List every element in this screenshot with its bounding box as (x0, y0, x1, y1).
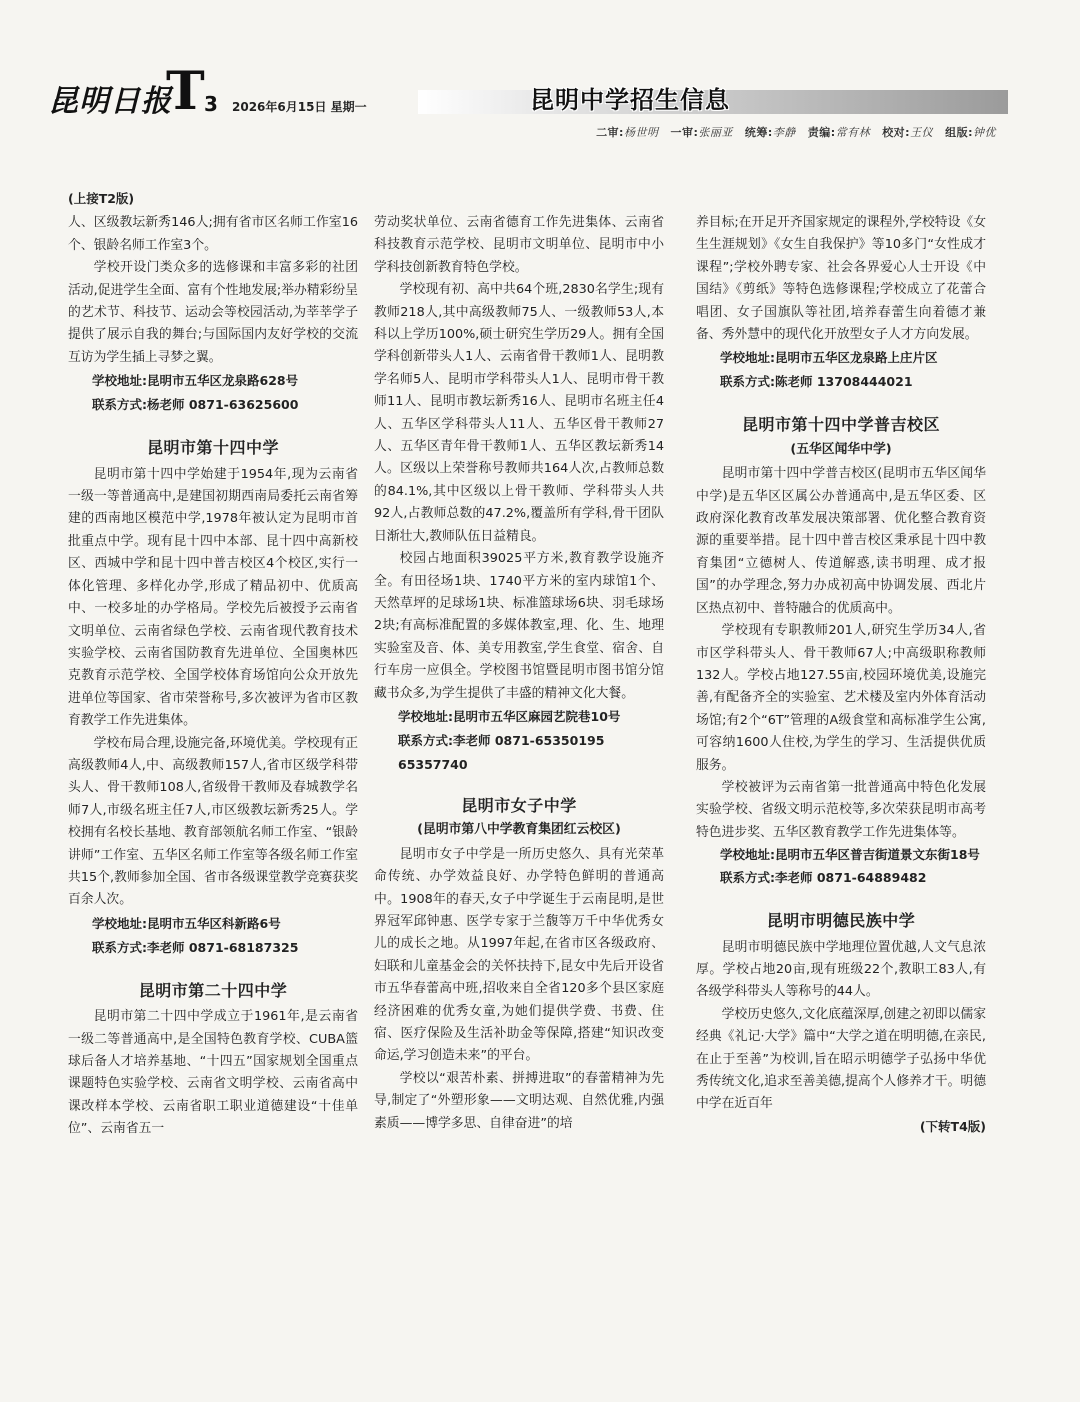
school-contact: 联系方式:李老师 0871-65350195 (398, 732, 605, 748)
page-number: 3 (204, 92, 218, 116)
school-contact-phone-2: 65357740 (398, 756, 468, 772)
paragraph: 学校以“艰苦朴素、拼搏进取”的春蕾精神为先导,制定了“外塑形象——文明达观、自然优雅,内强素质——博学多思、自律奋进”的培 (374, 1070, 664, 1131)
school-contact: 联系方式:李老师 0871-64889482 (720, 870, 927, 886)
paragraph: 学校布局合理,设施完备,环境优美。学校现有正高级教师4人,中、高级教师157人,省市区级学科带头人、骨干教师108人,省级骨干教师及春城教学名师7人,市级名班主任7人,市区级教坛新秀25人。学校拥有名校长基地、教育部领航名师工作室、“银龄讲师”工作室、五华区名师工作室等各级名师工作室共15个,教师参加全国、省市各级课堂教学竞赛获奖百余人次。 (68, 735, 358, 908)
paragraph: 校园占地面积39025平方米,教育教学设施齐全。有田径场1块、1740平方米的室内球馆1个、天然草坪的足球场1块、标准篮球场6块、羽毛球场2块;有高标准配置的多媒体教室,理、化、生、地理实验室及音、体、美专用教室,学生食堂、宿舍、自行车房一应俱全。学校图书馆暨昆明市图书馆分馆藏书众多,为学生提供了丰盛的精神文化大餐。 (374, 551, 664, 701)
paragraph: 学校被评为云南省第一批普通高中特色化发展实验学校、省级文明示范校等,多次荣获昆明市高考特色进步奖、五华区教育教学工作先进集体等。 (696, 779, 986, 840)
school-contact: 联系方式:陈老师 13708444021 (720, 374, 913, 390)
credit-role: 二审: (596, 126, 624, 139)
school-heading: 昆明市女子中学 (461, 795, 577, 815)
school-heading: 昆明市第二十四中学 (138, 980, 288, 1000)
school-heading: 昆明市第十四中学 (146, 438, 279, 458)
section-title: 昆明中学招生信息 (530, 86, 730, 114)
continued-on-note: (下转T4版) (919, 1118, 986, 1134)
school-heading: 昆明市第十四中学普吉校区 (741, 415, 940, 435)
school-address: 学校地址:昆明市五华区龙泉路628号 (92, 373, 299, 389)
continued-from-note: (上接T2版) (68, 191, 135, 206)
school-contact: 联系方式:杨老师 0871-63625600 (92, 397, 299, 413)
page-letter: T (166, 61, 205, 122)
school-address: 学校地址:昆明市五华区科新路6号 (92, 915, 281, 931)
paragraph: 学校历史悠久,文化底蕴深厚,创建之初即以儒家经典《礼记·大学》篇中“大学之道在明明德,在亲民,在止于至善”为校训,旨在昭示明德学子弘扬中华优秀传统文化,追求至善美德,提高个人修养才干。明德中学在近百年 (696, 1006, 986, 1112)
column-1 (68, 188, 358, 1141)
credit-name: 常有林 (835, 126, 871, 139)
credit-role: 组版: (945, 126, 973, 139)
credit-role: 校对: (882, 126, 911, 139)
school-address: 学校地址:昆明市五华区麻园艺院巷10号 (398, 708, 621, 724)
paragraph: 劳动奖状单位、云南省德育工作先进集体、云南省科技教育示范学校、昆明市文明单位、昆明市中小学科技创新教育特色学校。 (374, 215, 664, 275)
school-subheading: (五华区闻华中学) (790, 441, 892, 457)
paragraph: 学校开设门类众多的选修课和丰富多彩的社团活动,促进学生全面、富有个性地发展;举办精彩纷呈的艺术节、科技节、运动会等校园活动,为莘莘学子提供了展示自我的舞台;与国际国内友好学校的交流互访为学生插上寻梦之翼。 (68, 260, 358, 365)
school-contact: 联系方式:李老师 0871-68187325 (92, 939, 299, 955)
paragraph: 昆明市第十四中学普吉校区(昆明市五华区闻华中学)是五华区区属公办普通高中,是五华区委、区政府深化教育改革发展决策部署、优化整合教育资源的重要举措。昆十四中普吉校区秉承昆十四中教育集团“立德树人、传道解惑,读书明理、成才报国”的办学理念,努力办成初高中协调发展、西北片区热点初中、普特融合的优质高中。 (696, 466, 986, 616)
column-2 (374, 212, 664, 1135)
school-address: 学校地址:昆明市五华区普吉街道景文东街18号 (720, 847, 980, 863)
paragraph: 人、区级教坛新秀146人;拥有省市区名师工作室16个、银龄名师工作室3个。 (68, 215, 358, 253)
credit-name: 杨世明 (623, 126, 659, 139)
paragraph: 学校现有初、高中共64个班,2830名学生;现有教师218人,其中高级教师75人、一级教师53人,本科以上学历100%,硕士研究生学历29人。拥有全国学科创新带头人1人、云南省骨干教师1人、昆明教学名师5人、昆明市学科带头人1人、昆明市骨干教师11人、昆明市教坛新秀16人、昆明市名班主任4人、五华区学科带头人11人、五华区骨干教师27人、五华区青年骨干教师1人、五华区教坛新秀14人。区级以上荣誉称号教师共164人次,占教师总数的84.1%,其中区级以上骨干教师、学科带头人共92人,占教师总数的47.2%,覆盖所有学科,骨干团队日渐壮大,教师队伍日益精良。 (374, 282, 664, 544)
credit-name: 张丽亚 (698, 126, 733, 139)
paragraph: 昆明市第二十四中学成立于1961年,是云南省一级二等普通高中,是全国特色教育学校、CUBA篮球后备人才培养基地、“十四五”国家规划全国重点课题特色实验学校、云南省文明学校、云南省高中课改样本学校、云南省职工职业道德建设“十佳单位”、云南省五一 (68, 1009, 358, 1137)
credit-name: 王仪 (910, 126, 934, 139)
credit-role: 一审: (670, 126, 699, 139)
school-heading: 昆明市明德民族中学 (766, 911, 916, 931)
editorial-credits (596, 124, 1004, 140)
credit-name: 李静 (772, 126, 796, 139)
credit-role: 统筹: (744, 126, 773, 139)
paragraph: 养目标;在开足开齐国家规定的课程外,学校特设《女生生涯规划》《女生自我保护》等10多门“女性成才课程”;学校外聘专家、社会各界爱心人士开设《中国结》《剪纸》等特色选修课程;学校成立了花蕾合唱团、女子国旗队等社团,培养春蕾生向着德才兼备、秀外慧中的现代化开放型女子人才方向发展。 (696, 215, 986, 343)
issue-date: 2026年6月15日 星期一 (232, 100, 367, 114)
paragraph: 昆明市明德民族中学地理位置优越,人文气息浓厚。学校占地20亩,现有班级22个,教职工83人,有各级学科带头人等称号的44人。 (696, 939, 986, 1000)
school-subheading: (昆明市第八中学教育集团红云校区) (417, 822, 621, 838)
paragraph: 昆明市女子中学是一所历史悠久、具有光荣革命传统、办学效益良好、办学特色鲜明的普通高中。1908年的春天,女子中学诞生于云南昆明,是世界冠军邱钟惠、医学专家于兰馥等万千中华优秀女儿的成长之地。从1997年起,在省市区各级政府、妇联和儿童基金会的关怀扶持下,昆女中先后开设省市五华春蕾高中班,招收来自全省120多个县区家庭经济困难的优秀女童,为她们提供学费、书费、住宿、医疗保险及生活补助金等保障,搭建“知识改变命运,学习创造未来”的平台。 (374, 846, 664, 1064)
school-address: 学校地址:昆明市五华区龙泉路上庄片区 (720, 350, 938, 366)
column-3 (696, 212, 986, 1140)
paragraph: 学校现有专职教师201人,研究生学历34人,省市区学科带头人、骨干教师67人;中高级职称教师132人。学校占地127.55亩,校园环境优美,设施完善,有配备齐全的实验室、艺术楼及室内外体育活动场馆;有2个“6T”管理的A级食堂和高标准学生公寓,可容纳1600人住校,为学生的学习、生活提供优质服务。 (696, 623, 986, 773)
credit-name: 钟优 (973, 126, 996, 139)
paragraph: 昆明市第十四中学始建于1954年,现为云南省一级一等普通高中,是建国初期西南局委托云南省筹建的西南地区模范中学,1978年被认定为昆明市首批重点中学。现有昆十四中本部、昆十四中高新校区、西城中学和昆十四中普吉校区4个校区,实行一体化管理、多样化办学,形成了精品初中、优质高中、一校多址的办学格局。学校先后被授予云南省文明单位、云南省绿色学校、云南省现代教育技术实验学校、云南省国防教育先进单位、全国奥林匹克教育示范学校、全国学校体育场馆向公众开放先进单位等国家、省市荣誉称号,多次被评为省市区教育教学工作先进集体。 (68, 466, 358, 729)
credit-role: 责编: (807, 126, 836, 139)
masthead (48, 61, 1008, 122)
section-banner (418, 86, 1008, 114)
newspaper-logo: 昆明日报 (48, 84, 172, 119)
